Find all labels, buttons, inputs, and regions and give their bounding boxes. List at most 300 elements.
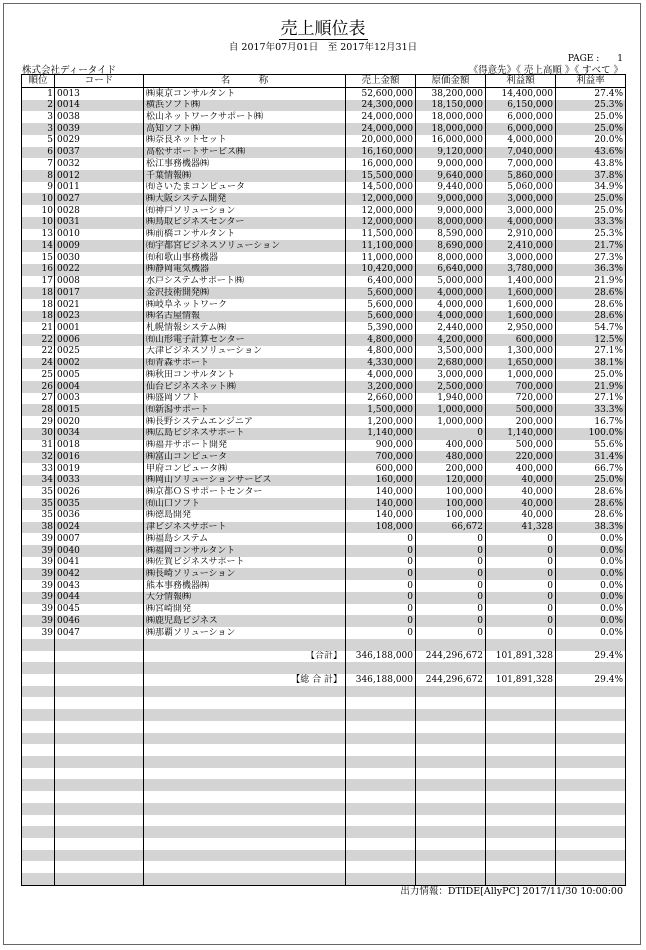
cell-profit	[486, 803, 556, 815]
cell-sales	[346, 639, 416, 651]
table-row	[22, 440, 626, 452]
cell-profit	[486, 768, 556, 780]
cell-profit	[486, 639, 556, 651]
cell-profit: 101,891,328	[486, 651, 556, 663]
cell-rank	[22, 662, 55, 674]
cell-name	[144, 697, 346, 709]
cell-profit: 40,000	[486, 475, 556, 487]
cell-rank: 1	[22, 88, 55, 100]
cell-profit-rate: 34.9%	[556, 182, 626, 194]
header-cost: 原価金額	[416, 75, 486, 88]
cell-rank: 8	[22, 170, 55, 182]
cell-code	[55, 709, 144, 721]
cell-cost: 66,672	[416, 522, 486, 534]
table-row	[22, 182, 626, 194]
cell-sales: 24,300,000	[346, 100, 416, 112]
cell-profit-rate: 28.6%	[556, 299, 626, 311]
cell-profit: 220,000	[486, 451, 556, 463]
cell-sales: 16,160,000	[346, 147, 416, 159]
company-name: 株式会社ディータイド	[22, 65, 117, 76]
cell-profit	[486, 744, 556, 756]
table-row	[22, 381, 626, 393]
cell-cost: 400,000	[416, 440, 486, 452]
cell-name: 【合計】	[144, 651, 346, 663]
table-row	[22, 545, 626, 557]
cell-sales	[346, 733, 416, 745]
page-number: PAGE : 1	[567, 54, 623, 64]
cell-profit: 6,000,000	[486, 111, 556, 123]
cell-cost: 480,000	[416, 451, 486, 463]
cell-profit: 200,000	[486, 416, 556, 428]
blank-row	[22, 639, 626, 651]
cell-profit-rate: 66.7%	[556, 463, 626, 475]
cell-code: 0038	[55, 111, 144, 123]
cell-profit: 3,000,000	[486, 193, 556, 205]
cell-rank: 39	[22, 533, 55, 545]
cell-cost	[416, 686, 486, 698]
table-row	[22, 264, 626, 276]
cell-profit: 2,910,000	[486, 229, 556, 241]
cell-code: 0023	[55, 311, 144, 323]
cell-profit: 0	[486, 568, 556, 580]
cell-name	[144, 744, 346, 756]
cell-rank	[22, 756, 55, 768]
cell-rank: 15	[22, 252, 55, 264]
cell-name	[144, 709, 346, 721]
cell-rank: 30	[22, 428, 55, 440]
cell-rank: 39	[22, 592, 55, 604]
cell-cost: 100,000	[416, 486, 486, 498]
cell-rank	[22, 779, 55, 791]
cell-sales: 1,500,000	[346, 404, 416, 416]
cell-rank: 24	[22, 358, 55, 370]
cell-rank: 39	[22, 627, 55, 639]
table-row	[22, 88, 626, 100]
cell-cost	[416, 768, 486, 780]
cell-sales: 0	[346, 545, 416, 557]
cell-rank: 35	[22, 498, 55, 510]
cell-code: 0009	[55, 240, 144, 252]
cell-sales: 2,660,000	[346, 393, 416, 405]
cell-profit-rate: 0.0%	[556, 545, 626, 557]
cell-sales: 5,600,000	[346, 311, 416, 323]
cell-rank	[22, 651, 55, 663]
cell-cost: 9,000,000	[416, 193, 486, 205]
cell-sales: 0	[346, 604, 416, 616]
cell-code: 0037	[55, 147, 144, 159]
output-info: 出力情報：DTIDE[AllyPC] 2017/11/30 10:00:00	[400, 886, 623, 897]
cell-cost: 3,000,000	[416, 369, 486, 381]
cell-sales: 4,330,000	[346, 358, 416, 370]
cell-cost: 0	[416, 627, 486, 639]
cell-code: 0014	[55, 100, 144, 112]
cell-profit-rate	[556, 803, 626, 815]
table-row	[22, 287, 626, 299]
cell-sales: 12,000,000	[346, 205, 416, 217]
blank-row	[22, 791, 626, 803]
cell-cost: 244,296,672	[416, 651, 486, 663]
cell-sales	[346, 815, 416, 827]
cell-profit	[486, 709, 556, 721]
cell-sales	[346, 791, 416, 803]
cell-cost: 9,000,000	[416, 205, 486, 217]
cell-profit-rate: 54.7%	[556, 322, 626, 334]
cell-rank	[22, 873, 55, 885]
cell-profit-rate	[556, 709, 626, 721]
cell-profit-rate: 0.0%	[556, 627, 626, 639]
cell-rank: 31	[22, 440, 55, 452]
cell-code: 0040	[55, 545, 144, 557]
cell-profit	[486, 697, 556, 709]
cell-profit-rate: 43.8%	[556, 158, 626, 170]
cell-code: 0019	[55, 463, 144, 475]
cell-rank: 39	[22, 615, 55, 627]
cell-sales: 52,600,000	[346, 88, 416, 100]
cell-rank: 39	[22, 604, 55, 616]
cell-sales: 0	[346, 580, 416, 592]
blank-row	[22, 662, 626, 674]
cell-rank: 28	[22, 404, 55, 416]
report-title: 売上順位表	[280, 19, 366, 39]
cell-name	[144, 733, 346, 745]
cell-sales	[346, 709, 416, 721]
cell-name: 甲府コンピュータ㈱	[144, 463, 346, 475]
blank-row	[22, 697, 626, 709]
header-rank: 順位	[22, 75, 55, 88]
cell-name: ㈱鳥取ビジネスセンター	[144, 217, 346, 229]
table-row	[22, 123, 626, 135]
header-code: コード	[55, 75, 144, 88]
cell-sales: 6,400,000	[346, 276, 416, 288]
cell-cost: 6,640,000	[416, 264, 486, 276]
cell-name: ㈱前橋コンサルタント	[144, 229, 346, 241]
cell-name: ㈱盛岡ソフト	[144, 393, 346, 405]
cell-cost: 38,200,000	[416, 88, 486, 100]
cell-profit: 5,860,000	[486, 170, 556, 182]
cell-profit-rate	[556, 850, 626, 862]
cell-profit-rate: 25.0%	[556, 193, 626, 205]
cell-code: 0034	[55, 428, 144, 440]
cell-rank	[22, 721, 55, 733]
cell-profit-rate: 0.0%	[556, 604, 626, 616]
blank-row	[22, 826, 626, 838]
cell-code	[55, 733, 144, 745]
cell-name: 大津ビジネスソリューション	[144, 346, 346, 358]
cell-profit: 600,000	[486, 334, 556, 346]
grand-total-row	[22, 674, 626, 686]
cell-profit: 700,000	[486, 381, 556, 393]
cell-name: ㈱福井サポート開発	[144, 440, 346, 452]
cell-name	[144, 639, 346, 651]
cell-cost	[416, 861, 486, 873]
cell-sales: 4,000,000	[346, 369, 416, 381]
cell-sales	[346, 826, 416, 838]
cell-name: ㈱京都ＯＳサポートセンター	[144, 486, 346, 498]
cell-rank: 35	[22, 510, 55, 522]
cell-profit-rate: 27.4%	[556, 88, 626, 100]
cell-sales: 1,140,000	[346, 428, 416, 440]
cell-profit-rate: 0.0%	[556, 533, 626, 545]
cell-sales	[346, 756, 416, 768]
blank-row	[22, 756, 626, 768]
cell-code: 0046	[55, 615, 144, 627]
cell-profit: 0	[486, 545, 556, 557]
cell-rank: 5	[22, 135, 55, 147]
cell-profit-rate: 0.0%	[556, 557, 626, 569]
blank-row	[22, 686, 626, 698]
report-period: 自 2017年07月01日 至 2017年12月31日	[228, 42, 418, 53]
cell-code: 0007	[55, 533, 144, 545]
cell-profit-rate: 0.0%	[556, 580, 626, 592]
cell-profit	[486, 826, 556, 838]
cell-cost	[416, 803, 486, 815]
cell-rank	[22, 697, 55, 709]
cell-name: ㈱福島システム	[144, 533, 346, 545]
cell-name	[144, 815, 346, 827]
cell-rank: 22	[22, 346, 55, 358]
cell-name	[144, 721, 346, 733]
cell-sales: 600,000	[346, 463, 416, 475]
cell-code	[55, 838, 144, 850]
cell-cost: 0	[416, 428, 486, 440]
cell-code	[55, 803, 144, 815]
cell-code: 0033	[55, 475, 144, 487]
cell-code	[55, 639, 144, 651]
cell-sales: 900,000	[346, 440, 416, 452]
blank-row	[22, 744, 626, 756]
cell-profit: 1,300,000	[486, 346, 556, 358]
cell-rank: 14	[22, 240, 55, 252]
cell-code: 0006	[55, 334, 144, 346]
cell-sales: 1,200,000	[346, 416, 416, 428]
cell-name: 札幌情報システム㈱	[144, 322, 346, 334]
cell-code: 0027	[55, 193, 144, 205]
cell-code	[55, 779, 144, 791]
cell-cost: 0	[416, 557, 486, 569]
table-row	[22, 299, 626, 311]
cell-profit-rate: 29.4%	[556, 674, 626, 686]
cell-code: 0031	[55, 217, 144, 229]
cell-profit-rate	[556, 815, 626, 827]
table-row	[22, 358, 626, 370]
cell-name: ㈲山口ソフト	[144, 498, 346, 510]
cell-sales	[346, 838, 416, 850]
cell-code	[55, 721, 144, 733]
table-row	[22, 158, 626, 170]
cell-profit-rate	[556, 697, 626, 709]
cell-name: ㈲宇都宮ビジネスソリューション	[144, 240, 346, 252]
cell-profit-rate: 31.4%	[556, 451, 626, 463]
cell-profit-rate: 28.6%	[556, 486, 626, 498]
cell-profit: 40,000	[486, 498, 556, 510]
cell-sales	[346, 850, 416, 862]
cell-code: 0017	[55, 287, 144, 299]
cell-profit: 4,000,000	[486, 217, 556, 229]
cell-cost: 16,000,000	[416, 135, 486, 147]
table-row	[22, 170, 626, 182]
cell-cost: 0	[416, 604, 486, 616]
cell-cost: 3,500,000	[416, 346, 486, 358]
table-row	[22, 463, 626, 475]
cell-sales: 24,000,000	[346, 123, 416, 135]
cell-profit-rate: 25.0%	[556, 111, 626, 123]
cell-name: ㈱宮崎開発	[144, 604, 346, 616]
cell-rank	[22, 744, 55, 756]
cell-rank: 10	[22, 217, 55, 229]
table-row	[22, 522, 626, 534]
cell-code: 0029	[55, 135, 144, 147]
table-row	[22, 498, 626, 510]
header-sales: 売上金額	[346, 75, 416, 88]
cell-cost: 2,680,000	[416, 358, 486, 370]
cell-code: 0011	[55, 182, 144, 194]
cell-code: 0028	[55, 205, 144, 217]
table-row	[22, 334, 626, 346]
cell-profit-rate	[556, 826, 626, 838]
blank-row	[22, 721, 626, 733]
blank-row	[22, 733, 626, 745]
cell-rank: 10	[22, 205, 55, 217]
cell-profit-rate: 21.9%	[556, 276, 626, 288]
table-row	[22, 135, 626, 147]
cell-rank: 18	[22, 299, 55, 311]
cell-sales: 12,000,000	[346, 193, 416, 205]
cell-cost	[416, 733, 486, 745]
cell-cost	[416, 815, 486, 827]
cell-rank	[22, 861, 55, 873]
table-row	[22, 240, 626, 252]
cell-rank: 35	[22, 486, 55, 498]
cell-rank: 27	[22, 393, 55, 405]
cell-code: 0018	[55, 440, 144, 452]
cell-code: 0002	[55, 358, 144, 370]
table-header-row	[22, 75, 626, 88]
cell-profit: 6,000,000	[486, 123, 556, 135]
table-row	[22, 217, 626, 229]
cell-profit-rate: 25.0%	[556, 369, 626, 381]
cell-code: 0001	[55, 322, 144, 334]
cell-rank: 3	[22, 111, 55, 123]
cell-name: ㈲さいたまコンピュータ	[144, 182, 346, 194]
cell-profit-rate: 100.0%	[556, 428, 626, 440]
cell-code: 0005	[55, 369, 144, 381]
cell-name: ㈱鹿児島ビジネス	[144, 615, 346, 627]
cell-cost: 4,000,000	[416, 299, 486, 311]
cell-name	[144, 826, 346, 838]
cell-profit: 40,000	[486, 486, 556, 498]
cell-rank: 18	[22, 311, 55, 323]
cell-code: 0013	[55, 88, 144, 100]
cell-rank	[22, 768, 55, 780]
cell-sales: 15,500,000	[346, 170, 416, 182]
cell-name	[144, 850, 346, 862]
cell-code	[55, 651, 144, 663]
cell-cost	[416, 697, 486, 709]
cell-code	[55, 756, 144, 768]
cell-code: 0012	[55, 170, 144, 182]
cell-profit: 40,000	[486, 510, 556, 522]
cell-profit: 41,328	[486, 522, 556, 534]
cell-name: 高知ソフト㈱	[144, 123, 346, 135]
cell-rank: 39	[22, 557, 55, 569]
cell-profit-rate: 29.4%	[556, 651, 626, 663]
cell-profit: 1,400,000	[486, 276, 556, 288]
table-row	[22, 229, 626, 241]
cell-code: 0004	[55, 381, 144, 393]
cell-cost: 9,000,000	[416, 158, 486, 170]
cell-profit: 1,000,000	[486, 369, 556, 381]
cell-profit: 5,060,000	[486, 182, 556, 194]
cell-sales: 5,390,000	[346, 322, 416, 334]
cell-profit: 14,400,000	[486, 88, 556, 100]
table-row	[22, 393, 626, 405]
cell-profit-rate: 33.3%	[556, 404, 626, 416]
cell-profit-rate	[556, 756, 626, 768]
cell-name: ㈱東京コンサルタント	[144, 88, 346, 100]
cell-profit-rate: 28.6%	[556, 510, 626, 522]
cell-sales: 10,420,000	[346, 264, 416, 276]
cell-sales	[346, 721, 416, 733]
cell-rank: 10	[22, 193, 55, 205]
cell-profit-rate: 25.0%	[556, 205, 626, 217]
cell-profit: 400,000	[486, 463, 556, 475]
cell-profit-rate: 55.6%	[556, 440, 626, 452]
cell-profit	[486, 733, 556, 745]
cell-name: ㈱岡山ソリューションサービス	[144, 475, 346, 487]
cell-profit: 1,600,000	[486, 287, 556, 299]
cell-cost: 9,120,000	[416, 147, 486, 159]
cell-code: 0041	[55, 557, 144, 569]
cell-profit-rate	[556, 721, 626, 733]
cell-profit-rate	[556, 791, 626, 803]
cell-cost: 5,000,000	[416, 276, 486, 288]
cell-profit-rate	[556, 639, 626, 651]
cell-rank: 29	[22, 416, 55, 428]
cell-cost	[416, 709, 486, 721]
cell-rank	[22, 733, 55, 745]
cell-profit-rate: 38.3%	[556, 522, 626, 534]
cell-name: 高松サポートサービス㈱	[144, 147, 346, 159]
cell-sales: 16,000,000	[346, 158, 416, 170]
cell-cost: 0	[416, 615, 486, 627]
cell-sales: 140,000	[346, 510, 416, 522]
cell-name	[144, 791, 346, 803]
cell-sales: 140,000	[346, 498, 416, 510]
cell-code	[55, 768, 144, 780]
cell-sales: 0	[346, 557, 416, 569]
blank-row	[22, 861, 626, 873]
table-row	[22, 510, 626, 522]
table-body	[22, 88, 626, 886]
blank-row	[22, 768, 626, 780]
cell-name: ㈱奈良ネットセット	[144, 135, 346, 147]
cell-rank: 6	[22, 147, 55, 159]
cell-cost: 0	[416, 568, 486, 580]
cell-profit-rate	[556, 733, 626, 745]
cell-rank	[22, 850, 55, 862]
cell-sales: 160,000	[346, 475, 416, 487]
cell-name: ㈲神戸ソリューション	[144, 205, 346, 217]
cell-profit-rate: 21.9%	[556, 381, 626, 393]
cell-code: 0020	[55, 416, 144, 428]
cell-name: 松江事務機器㈱	[144, 158, 346, 170]
table-row	[22, 369, 626, 381]
cell-name: ㈱秋田コンサルタント	[144, 369, 346, 381]
cell-profit-rate: 0.0%	[556, 592, 626, 604]
cell-sales: 0	[346, 568, 416, 580]
sales-ranking-table	[21, 74, 626, 886]
cell-cost: 0	[416, 545, 486, 557]
